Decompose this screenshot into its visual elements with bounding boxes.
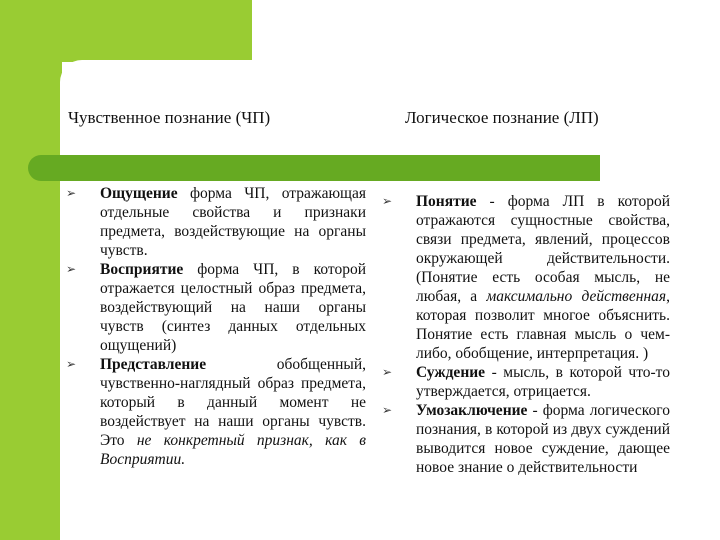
list-item: ➢ Суждение - мысль, в которой что-то утверждается, отрицается. (382, 364, 670, 400)
term: Ощущение (100, 185, 178, 202)
arrow-bullet-icon: ➢ (66, 262, 77, 276)
list-item: ➢ Умозаключение - форма логического познания, в которой из двух суждений выводится новое суждение, дающее новое знание о действительности (382, 402, 670, 476)
arrow-bullet-icon: ➢ (66, 357, 77, 371)
list-item: ➢ Восприятие форма ЧП, в которой отражается целостный образ предмета, воздействующий на наши органы чувств (синтез данных отдельных ощущений) (66, 261, 366, 354)
arrow-bullet-icon: ➢ (382, 365, 393, 379)
arrow-bullet-icon: ➢ (382, 194, 393, 208)
list-item: ➢ Понятие - форма ЛП в которой отражаются сущностные свойства, связи предмета, явлений, процессов окружающей действительности. (Понятие есть особая мысль, не любая, а максимально действенная, которая позволит многое объяснить. Понятие есть главная мысль о чем-либо, обобщение, интерпретация. ) (382, 193, 670, 362)
list-item: ➢ Представление обобщенный, чувственно-наглядный образ предмета, который в данный момент не воздействует на наши органы чувств. Это не конкретный признак, как в Восприятии. (66, 356, 366, 468)
term: Умозаключение (416, 402, 528, 419)
arrow-bullet-icon: ➢ (382, 403, 393, 417)
heading-logical: Логическое познание (ЛП) (405, 108, 599, 127)
logical-list (382, 192, 670, 477)
arrow-bullet-icon: ➢ (66, 186, 77, 200)
heading-sensory: Чувственное познание (ЧП) (68, 108, 271, 127)
term: Восприятие (100, 261, 184, 278)
term: Представление (100, 356, 207, 373)
list-item: ➢ Ощущение форма ЧП, отражающая отдельные свойства и признаки предмета, воздействующие на органы чувств. (66, 185, 366, 259)
divider-bar (28, 155, 600, 181)
term: Понятие (416, 193, 477, 210)
sensory-list (66, 184, 366, 469)
term: Суждение (416, 364, 486, 381)
decorative-green-side (0, 0, 62, 540)
